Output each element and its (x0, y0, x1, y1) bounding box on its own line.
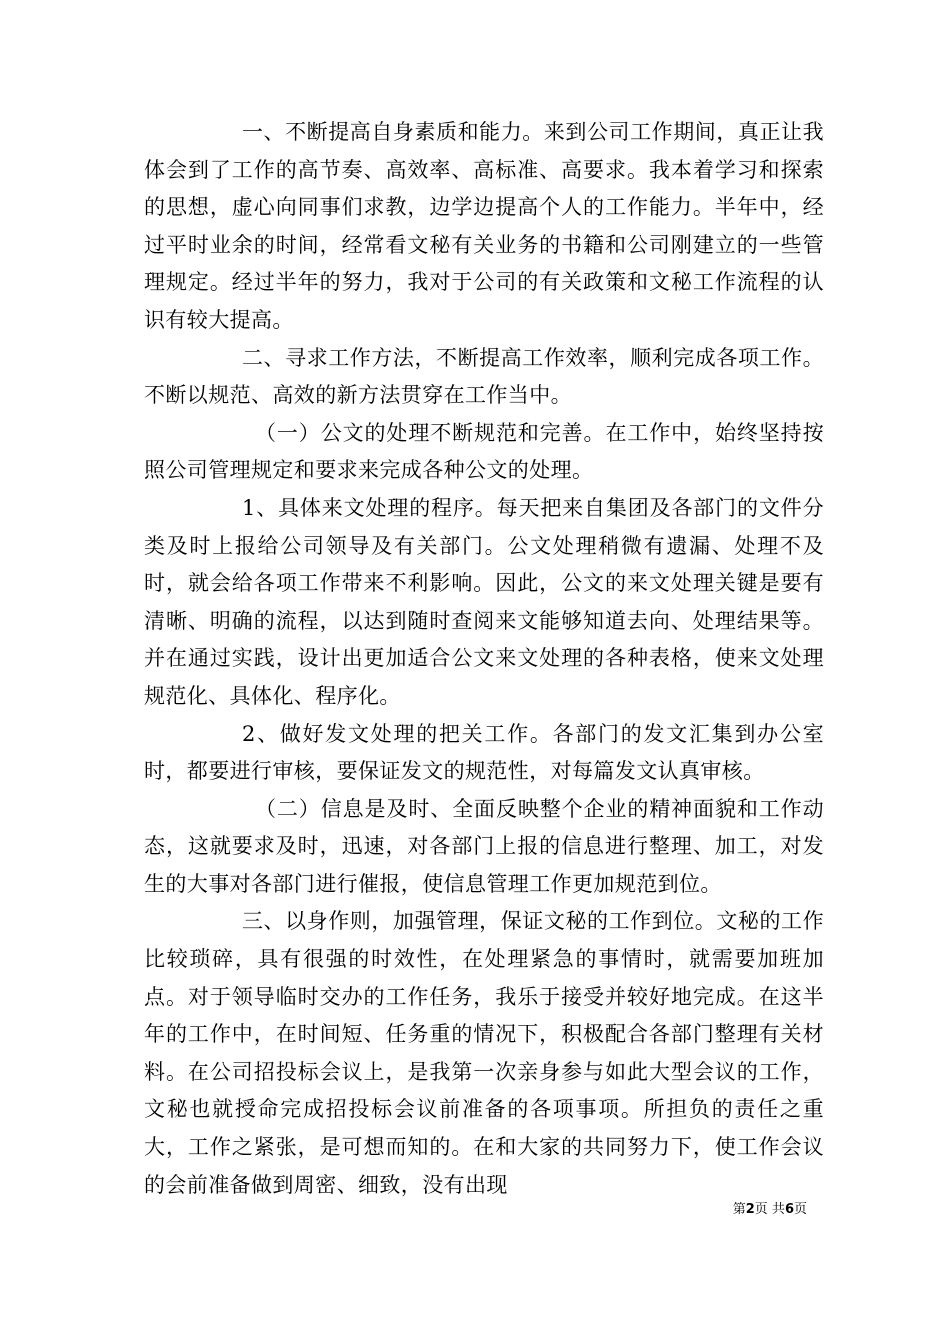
paragraph-section-two: 二、寻求工作方法，不断提高工作效率，顺利完成各项工作。不断以规范、高效的新方法贯穿在工作当中。 (144, 345, 824, 408)
paragraph-section-three: 三、以身作则，加强管理，保证文秘的工作到位。文秘的工作比较琐碎，具有很强的时效性，在处理紧急的事情时，就需要加班加点。对于领导临时交办的工作任务，我乐于接受并较好地完成。在这半年的工作中，在时间短、任务重的情况下，积极配合各部门整理有关材料。在公司招投标会议上，是我第一次亲身参与如此大型会议的工作，文秘也就授命完成招投标会议前准备的各项事项。所担负的责任之重大，工作之紧张，是可想而知的。在和大家的共同努力下，使工作会议的会前准备做到周密、细致，没有出现 (144, 909, 824, 1197)
paragraph-subsection-two: （二）信息是及时、全面反映整个企业的精神面貌和工作动态，这就要求及时，迅速，对各部门上报的信息进行整理、加工，对发生的大事对各部门进行催报，使信息管理工作更加规范到位。 (144, 796, 824, 896)
paragraph-subsection-one: （一）公文的处理不断规范和完善。在工作中，始终坚持按照公司管理规定和要求来完成各种公文的处理。 (144, 420, 824, 483)
footer-current-page: 2 (745, 1202, 755, 1217)
paragraph-item-two: 2、做好发文处理的把关工作。各部门的发文汇集到办公室时，都要进行审核，要保证发文的规范性，对每篇发文认真审核。 (144, 721, 824, 784)
document-body (144, 114, 824, 1204)
footer-suffix: 页 (793, 1202, 807, 1217)
footer-middle: 页 共 (754, 1202, 785, 1217)
page-footer (733, 1202, 807, 1218)
footer-total-pages: 6 (784, 1202, 794, 1217)
paragraph-section-one: 一、不断提高自身素质和能力。来到公司工作期间，真正让我体会到了工作的高节奏、高效率、高标准、高要求。我本着学习和探索的思想，虚心向同事们求教，边学边提高个人的工作能力。半年中，经过平时业余的时间，经常看文秘有关业务的书籍和公司刚建立的一些管理规定。经过半年的努力，我对于公司的有关政策和文秘工作流程的认识有较大提高。 (144, 120, 824, 332)
footer-prefix: 第 (732, 1202, 746, 1217)
paragraph-item-one: 1、具体来文处理的程序。每天把来自集团及各部门的文件分类及时上报给公司领导及有关部门。公文处理稍微有遗漏、处理不及时，就会给各项工作带来不利影响。因此，公文的来文处理关键是要有清晰、明确的流程，以达到随时查阅来文能够知道去向、处理结果等。并在通过实践，设计出更加适合公文来文处理的各种表格，使来文处理规范化、具体化、程序化。 (144, 495, 824, 708)
